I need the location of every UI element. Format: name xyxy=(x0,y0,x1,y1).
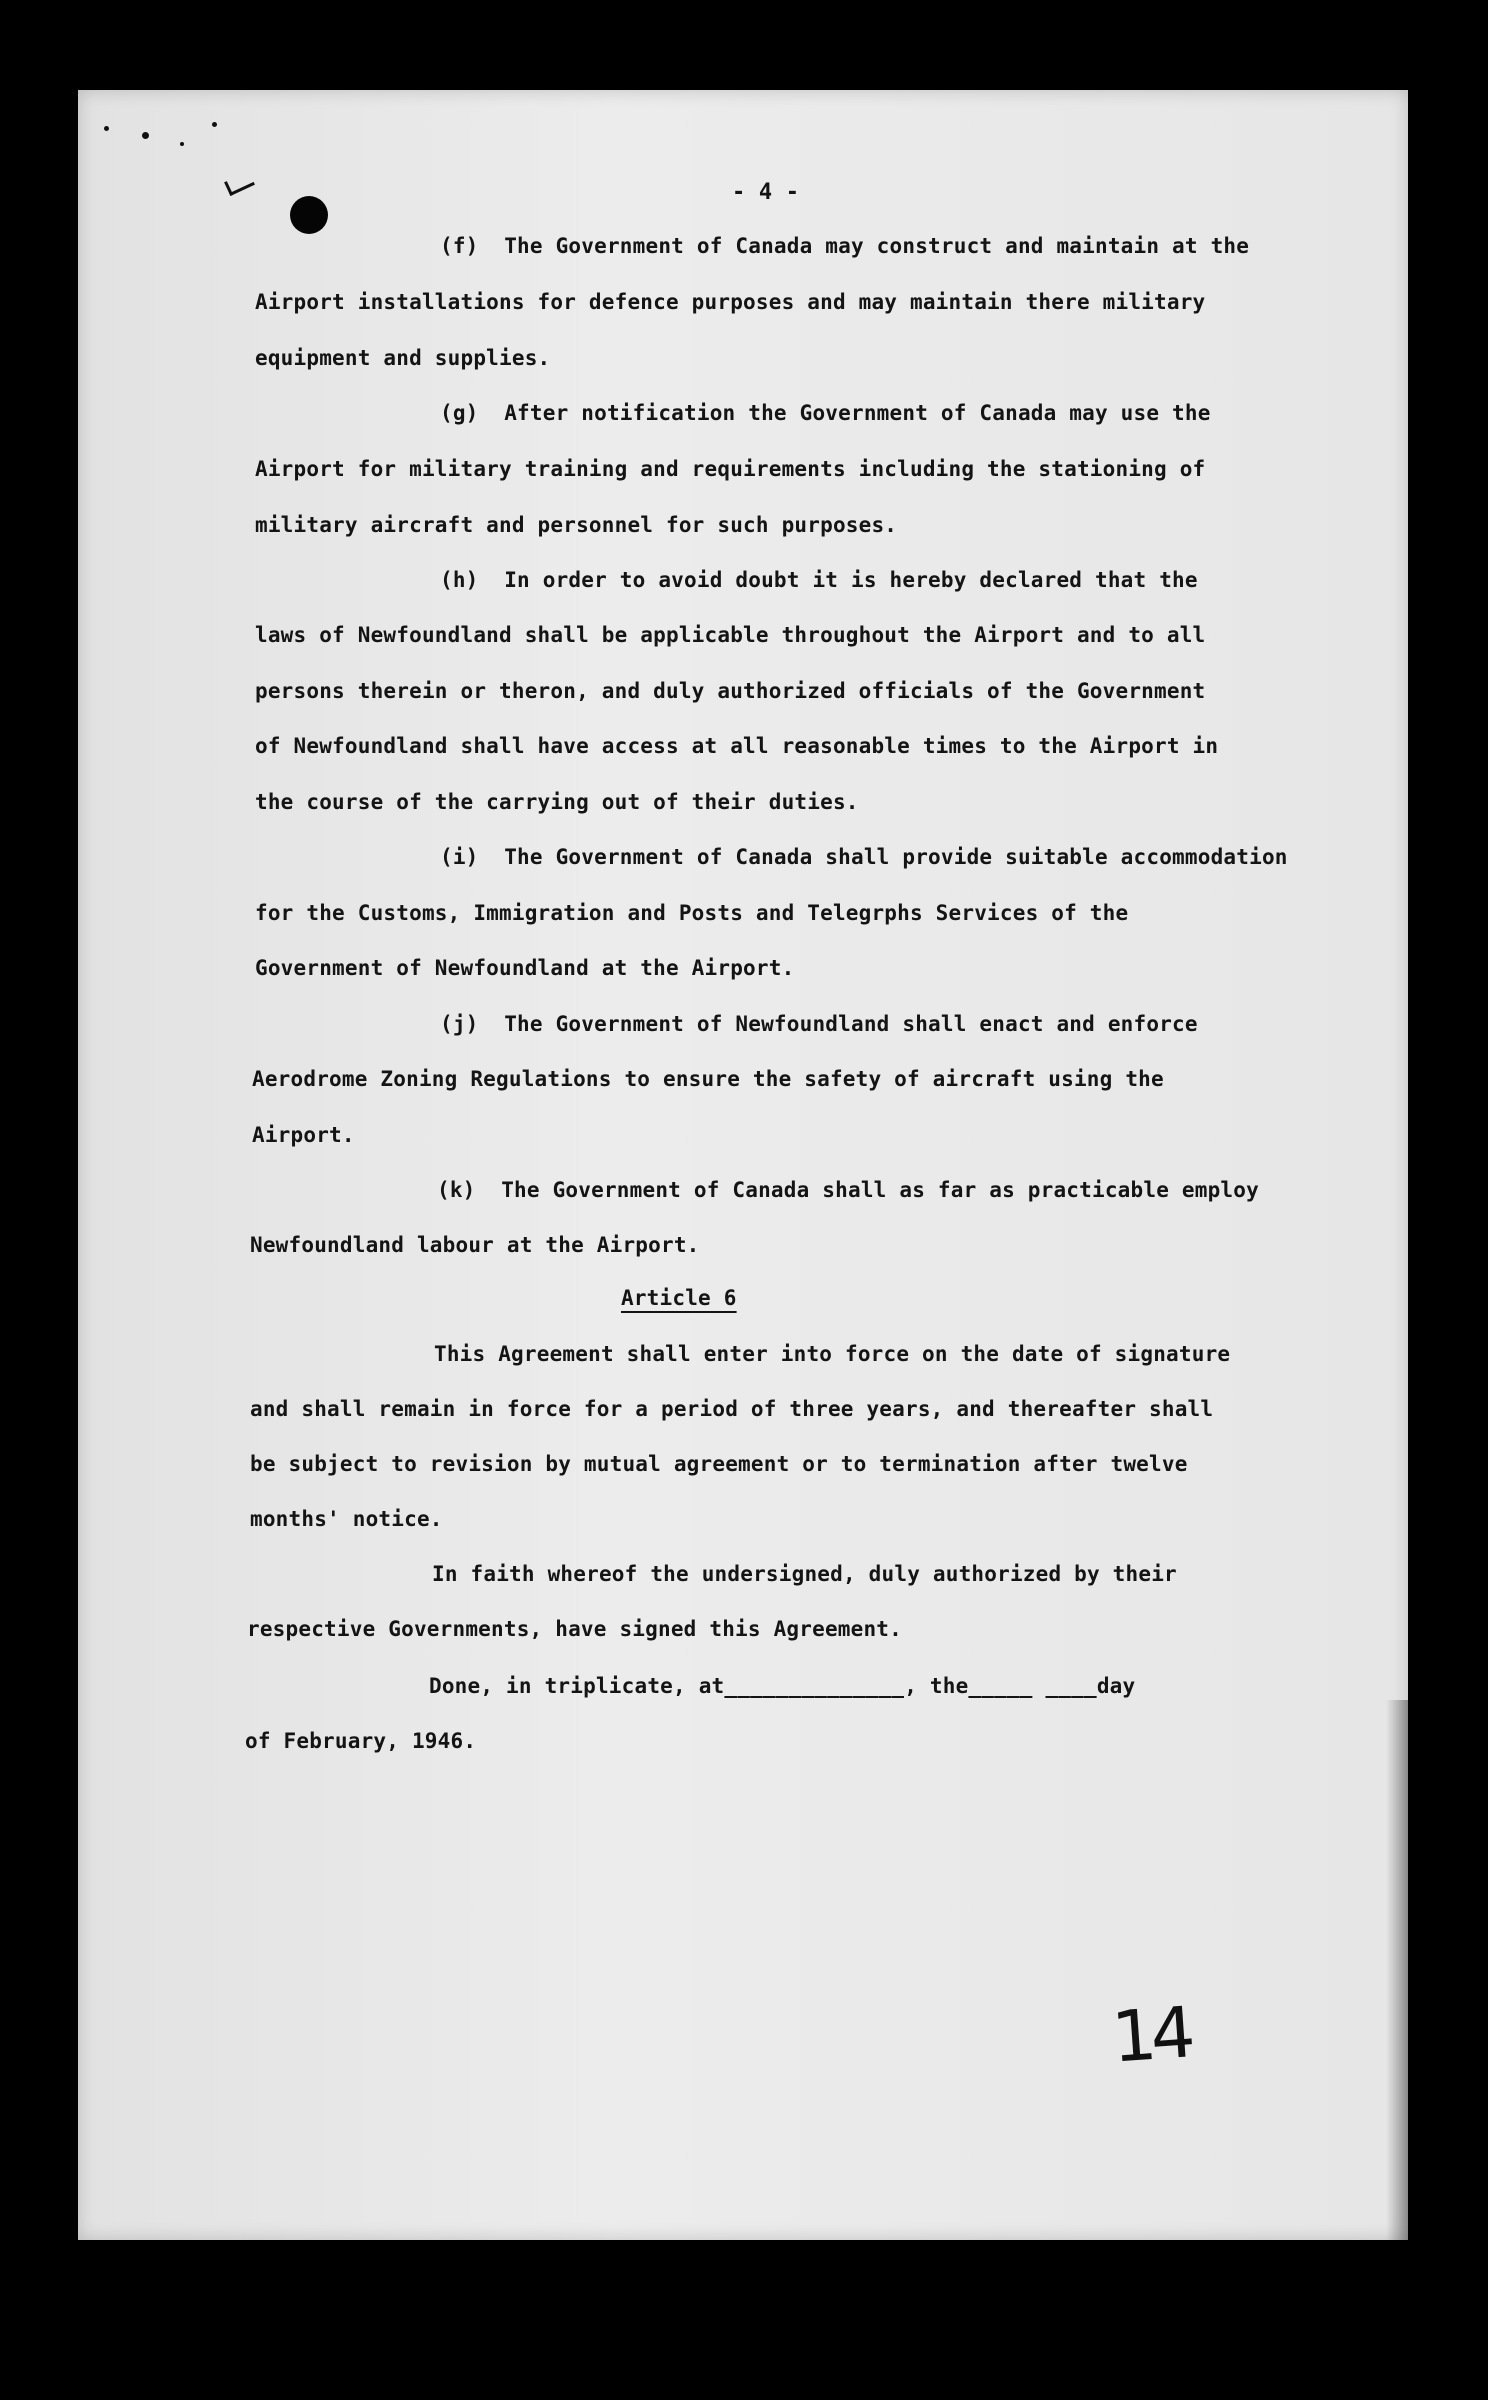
text-line: be subject to revision by mutual agreement or to termination after twelve xyxy=(250,1452,1188,1476)
text-line: respective Governments, have signed this Agreement. xyxy=(247,1617,902,1641)
text-line: Done, in triplicate, at______________, the_____ ____day xyxy=(429,1674,1136,1698)
text-line: (f) The Government of Canada may construct and maintain at the xyxy=(440,234,1250,258)
speck-mark xyxy=(212,122,217,127)
text-line: military aircraft and personnel for such purposes. xyxy=(255,513,898,537)
text-line: (i) The Government of Canada shall provide suitable accommodation xyxy=(440,845,1288,869)
text-line: (h) In order to avoid doubt it is hereby declared that the xyxy=(440,568,1198,592)
page-edge-shadow xyxy=(1386,1700,1408,2260)
text-line: This Agreement shall enter into force on the date of signature xyxy=(434,1342,1231,1366)
text-line: of February, 1946. xyxy=(245,1729,477,1753)
text-line: laws of Newfoundland shall be applicable throughout the Airport and to all xyxy=(255,623,1206,647)
text-line: (g) After notification the Government of Canada may use the xyxy=(440,401,1211,425)
text-line: In faith whereof the undersigned, duly authorized by their xyxy=(432,1562,1177,1586)
text-line: Airport. xyxy=(252,1123,355,1147)
text-line: months' notice. xyxy=(250,1507,443,1531)
text-line: Airport for military training and requirements including the stationing of xyxy=(255,457,1206,481)
article-heading: Article 6 xyxy=(621,1286,737,1310)
text-line: (k) The Government of Canada shall as far as practicable employ xyxy=(437,1178,1259,1202)
text-line: (j) The Government of Newfoundland shall enact and enforce xyxy=(440,1012,1198,1036)
text-line: persons therein or theron, and duly authorized officials of the Government xyxy=(255,679,1206,703)
speck-mark xyxy=(180,142,184,146)
text-line: for the Customs, Immigration and Posts and Telegrphs Services of the xyxy=(255,901,1129,925)
text-line: the course of the carrying out of their duties. xyxy=(255,790,859,814)
speck-mark xyxy=(104,126,109,131)
text-line: of Newfoundland shall have access at all reasonable times to the Airport in xyxy=(255,734,1219,758)
text-line: Aerodrome Zoning Regulations to ensure the safety of aircraft using the xyxy=(252,1067,1164,1091)
text-line: and shall remain in force for a period of three years, and thereafter shall xyxy=(250,1397,1214,1421)
text-line: equipment and supplies. xyxy=(255,346,551,370)
punch-hole xyxy=(290,196,328,234)
page-number: - 4 - xyxy=(732,180,800,205)
speck-mark xyxy=(142,132,149,139)
text-line: Government of Newfoundland at the Airport. xyxy=(255,956,795,980)
text-line: Airport installations for defence purposes and may maintain there military xyxy=(255,290,1206,314)
handwritten-folio: 14 xyxy=(1109,1991,1192,2079)
text-line: Newfoundland labour at the Airport. xyxy=(250,1233,700,1257)
